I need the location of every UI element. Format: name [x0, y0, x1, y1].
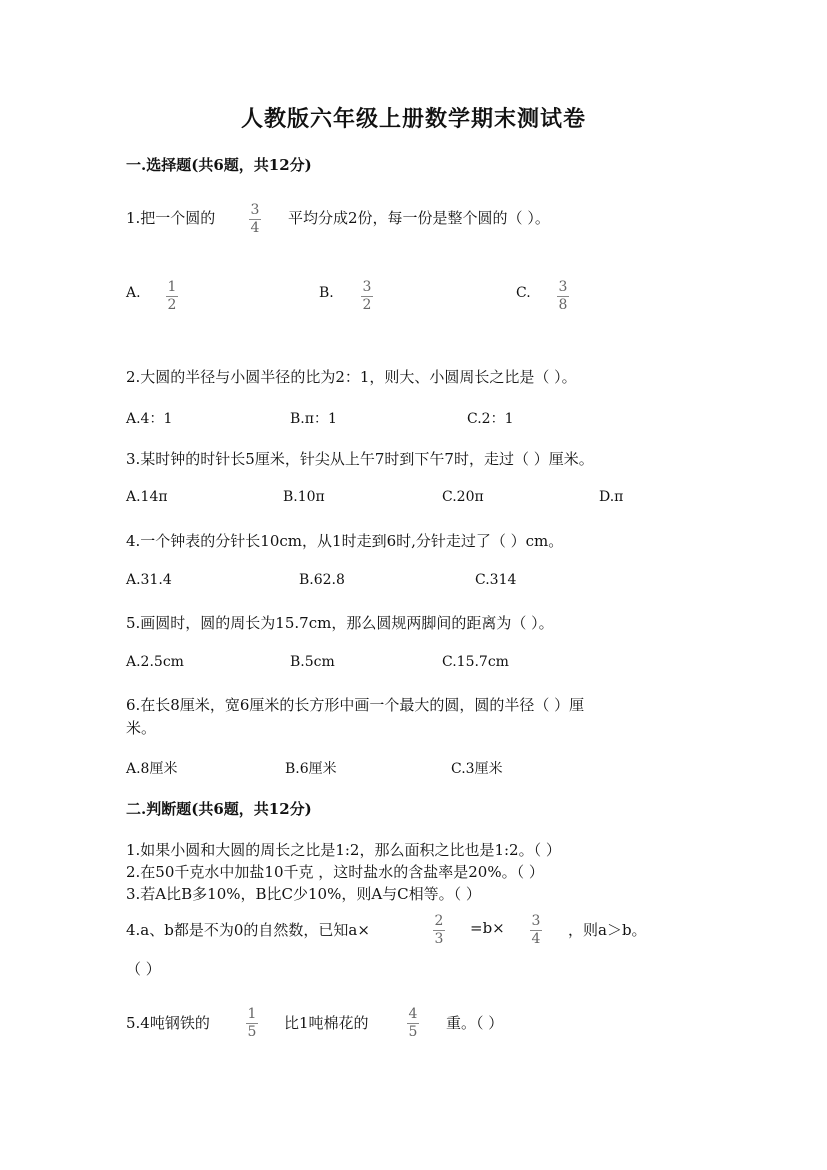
- fraction-numerator: 1: [167, 279, 177, 295]
- question-1-prefix: 1.把一个圆的: [126, 209, 216, 227]
- q6-option-c: C.3厘米: [451, 761, 503, 777]
- judgment-3: 3.若A比B多10%，B比C少10%，则A与C相等。（ ）: [126, 885, 481, 903]
- question-3: 3.某时钟的时针长5厘米，针尖从上午7时到下午7时，走过（ ）厘米。: [126, 450, 594, 468]
- q6-option-a: A.8厘米: [126, 761, 178, 777]
- fraction-3-4: [530, 913, 542, 948]
- q3-option-b: B.10π: [283, 489, 325, 505]
- judgment-5-prefix: 5.4吨钢铁的: [126, 1014, 210, 1032]
- q5-option-a: A.2.5cm: [126, 654, 184, 670]
- q5-option-c: C.15.7cm: [442, 654, 509, 670]
- fraction-denominator: 5: [247, 1024, 257, 1040]
- judgment-5-suffix: 重。（ ）: [446, 1014, 504, 1032]
- q2-option-b: B.π：1: [290, 411, 337, 427]
- fraction-denominator: 3: [434, 931, 444, 947]
- fraction-numerator: 3: [250, 202, 260, 218]
- question-6-line2: 米。: [126, 719, 157, 737]
- fraction-numerator: 2: [434, 913, 444, 929]
- fraction-4-5: [407, 1006, 419, 1041]
- q1-option-a-label: A.: [126, 285, 141, 301]
- q1-option-c-label: C.: [516, 285, 531, 301]
- q5-option-b: B.5cm: [290, 654, 335, 670]
- q4-option-a: A.31.4: [126, 572, 172, 588]
- section-heading-judgment: 二.判断题(共6题，共12分): [126, 800, 312, 818]
- judgment-4-prefix: 4.a、b都是不为0的自然数，已知a×: [126, 921, 370, 939]
- fraction-denominator: 4: [250, 220, 260, 236]
- fraction-numerator: 1: [247, 1006, 257, 1022]
- judgment-4-middle: =b×: [470, 919, 505, 937]
- fraction-1-5: [246, 1006, 258, 1041]
- fraction-denominator: 2: [167, 297, 177, 313]
- question-2: 2.大圆的半径与小圆半径的比为2：1，则大、小圆周长之比是（ ）。: [126, 368, 577, 386]
- q1-option-a-fraction: [166, 279, 178, 314]
- fraction-numerator: 3: [362, 279, 372, 295]
- fraction-denominator: 8: [558, 297, 568, 313]
- q4-option-c: C.314: [475, 572, 517, 588]
- q3-option-a: A.14π: [126, 489, 168, 505]
- fraction-numerator: 3: [531, 913, 541, 929]
- judgment-5-middle: 比1吨棉花的: [284, 1014, 369, 1032]
- q2-option-c: C.2：1: [467, 411, 514, 427]
- fraction-denominator: 2: [362, 297, 372, 313]
- q1-option-c-fraction: [557, 279, 569, 314]
- q2-option-a: A.4：1: [126, 411, 173, 427]
- page-title: 人教版六年级上册数学期末测试卷: [240, 106, 586, 132]
- fraction-denominator: 5: [408, 1024, 418, 1040]
- q3-option-c: C.20π: [442, 489, 484, 505]
- fraction-3-4: [249, 202, 261, 237]
- judgment-1: 1.如果小圆和大圆的周长之比是1:2，那么面积之比也是1:2。（ ）: [126, 841, 561, 859]
- judgment-4-suffix: ，则a＞b。: [568, 921, 647, 939]
- q6-option-b: B.6厘米: [285, 761, 337, 777]
- fraction-denominator: 4: [531, 931, 541, 947]
- q1-option-b-fraction: [361, 279, 373, 314]
- q3-option-d: D.π: [599, 489, 624, 505]
- fraction-numerator: 4: [408, 1006, 418, 1022]
- fraction-2-3: [433, 913, 445, 948]
- question-1-suffix: 平均分成2份，每一份是整个圆的（ ）。: [288, 209, 550, 227]
- judgment-2: 2.在50千克水中加盐10千克 ，这时盐水的含盐率是20%。（ ）: [126, 863, 544, 881]
- question-4: 4.一个钟表的分针长10cm，从1时走到6时,分针走过了（ ）cm。: [126, 532, 564, 550]
- judgment-4-parentheses: （ ）: [126, 960, 161, 978]
- q1-option-b-label: B.: [319, 285, 334, 301]
- q4-option-b: B.62.8: [299, 572, 345, 588]
- question-5: 5.画圆时，圆的周长为15.7cm，那么圆规两脚间的距离为（ ）。: [126, 614, 554, 632]
- section-heading-choice: 一.选择题(共6题，共12分): [126, 156, 312, 174]
- fraction-numerator: 3: [558, 279, 568, 295]
- question-6-line1: 6.在长8厘米，宽6厘米的长方形中画一个最大的圆，圆的半径（ ）厘: [126, 696, 585, 714]
